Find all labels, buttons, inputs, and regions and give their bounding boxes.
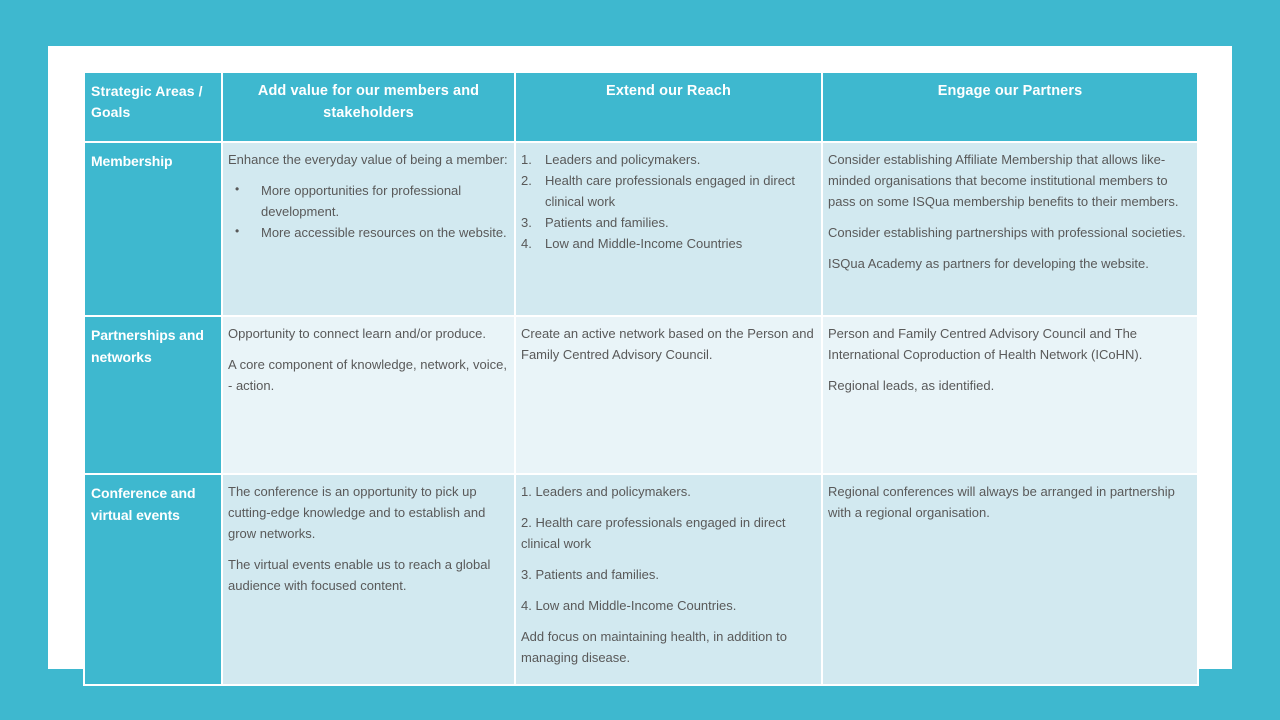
numbered-line: 1. Leaders and policymakers. bbox=[521, 484, 691, 499]
slide-surface bbox=[48, 46, 1232, 669]
strategy-table bbox=[83, 71, 1199, 686]
cell-paragraph: Add focus on maintaining health, in addition to managing disease. bbox=[521, 629, 787, 666]
bullet-text: More accessible resources on the website. bbox=[261, 225, 507, 241]
cell-paragraph: Person and Family Centred Advisory Council and The International Coproduction of Health Network (ICoHN). bbox=[828, 326, 1143, 363]
cell-conference-add-value bbox=[222, 474, 515, 685]
row-label-partnerships-networks: Partnerships and networks bbox=[84, 316, 222, 474]
bullet-text: More opportunities for professional development. bbox=[261, 183, 462, 220]
numbered-item bbox=[521, 233, 815, 254]
bullet-item bbox=[235, 180, 508, 222]
cell-paragraph: Consider establishing partnerships with professional societies. bbox=[828, 225, 1186, 241]
cell-conference-engage-partners bbox=[822, 474, 1198, 685]
item-number: 3. bbox=[521, 215, 532, 231]
cell-paragraph: ISQua Academy as partners for developing the website. bbox=[828, 256, 1149, 272]
row-partnerships-networks bbox=[84, 316, 1198, 474]
cell-conference-extend-reach bbox=[515, 474, 822, 685]
cell-paragraph: Enhance the everyday value of being a member: bbox=[228, 152, 508, 167]
header-engage-partners: Engage our Partners bbox=[822, 72, 1198, 142]
header-strategic-areas-goals: Strategic Areas / Goals bbox=[84, 72, 222, 142]
row-label-membership: Membership bbox=[84, 142, 222, 316]
numbered-line: 2. Health care professionals engaged in direct clinical work bbox=[521, 515, 786, 552]
cell-paragraph: Regional conferences will always be arranged in partnership with a regional organisation. bbox=[828, 484, 1175, 521]
bullet-icon: • bbox=[235, 182, 240, 197]
cell-paragraph: Opportunity to connect learn and/or produce. bbox=[228, 326, 486, 341]
numbered-line: 4. Low and Middle-Income Countries. bbox=[521, 598, 737, 614]
numbered-line: 3. Patients and families. bbox=[521, 567, 660, 583]
item-number: 2. bbox=[521, 173, 532, 189]
row-conference-virtual-events bbox=[84, 474, 1198, 685]
cell-paragraph: A core component of knowledge, network, voice, - action. bbox=[228, 357, 507, 394]
header-extend-reach: Extend our Reach bbox=[515, 72, 822, 142]
item-text: Patients and families. bbox=[545, 215, 669, 231]
item-text: Leaders and policymakers. bbox=[545, 152, 701, 167]
numbered-item bbox=[521, 170, 815, 212]
item-number: 1. bbox=[521, 152, 532, 167]
item-text: Health care professionals engaged in direct clinical work bbox=[545, 173, 796, 210]
row-label-conference-virtual-events: Conference and virtual events bbox=[84, 474, 222, 685]
cell-membership-add-value bbox=[222, 142, 515, 316]
cell-paragraph: The conference is an opportunity to pick up cutting-edge knowledge and to establish and grow networks. bbox=[228, 484, 486, 542]
numbered-item bbox=[521, 149, 815, 170]
cell-paragraph: Regional leads, as identified. bbox=[828, 378, 995, 394]
bullet-item bbox=[235, 222, 508, 243]
cell-partnerships-engage-partners bbox=[822, 316, 1198, 474]
cell-partnerships-add-value bbox=[222, 316, 515, 474]
numbered-item bbox=[521, 212, 815, 233]
cell-paragraph: Create an active network based on the Person and Family Centred Advisory Council. bbox=[521, 326, 814, 363]
cell-paragraph: Consider establishing Affiliate Membership that allows like-minded organisations that become institutional members to pass on some ISQua membership benefits to their members. bbox=[828, 152, 1179, 210]
cell-partnerships-extend-reach bbox=[515, 316, 822, 474]
row-membership bbox=[84, 142, 1198, 316]
cell-membership-engage-partners bbox=[822, 142, 1198, 316]
bullet-icon: • bbox=[235, 224, 240, 239]
item-number: 4. bbox=[521, 236, 532, 252]
item-text: Low and Middle-Income Countries bbox=[545, 236, 743, 252]
header-row bbox=[84, 72, 1198, 142]
cell-membership-extend-reach bbox=[515, 142, 822, 316]
cell-paragraph: The virtual events enable us to reach a global audience with focused content. bbox=[228, 557, 491, 594]
header-add-value: Add value for our members and stakeholders bbox=[222, 72, 515, 142]
